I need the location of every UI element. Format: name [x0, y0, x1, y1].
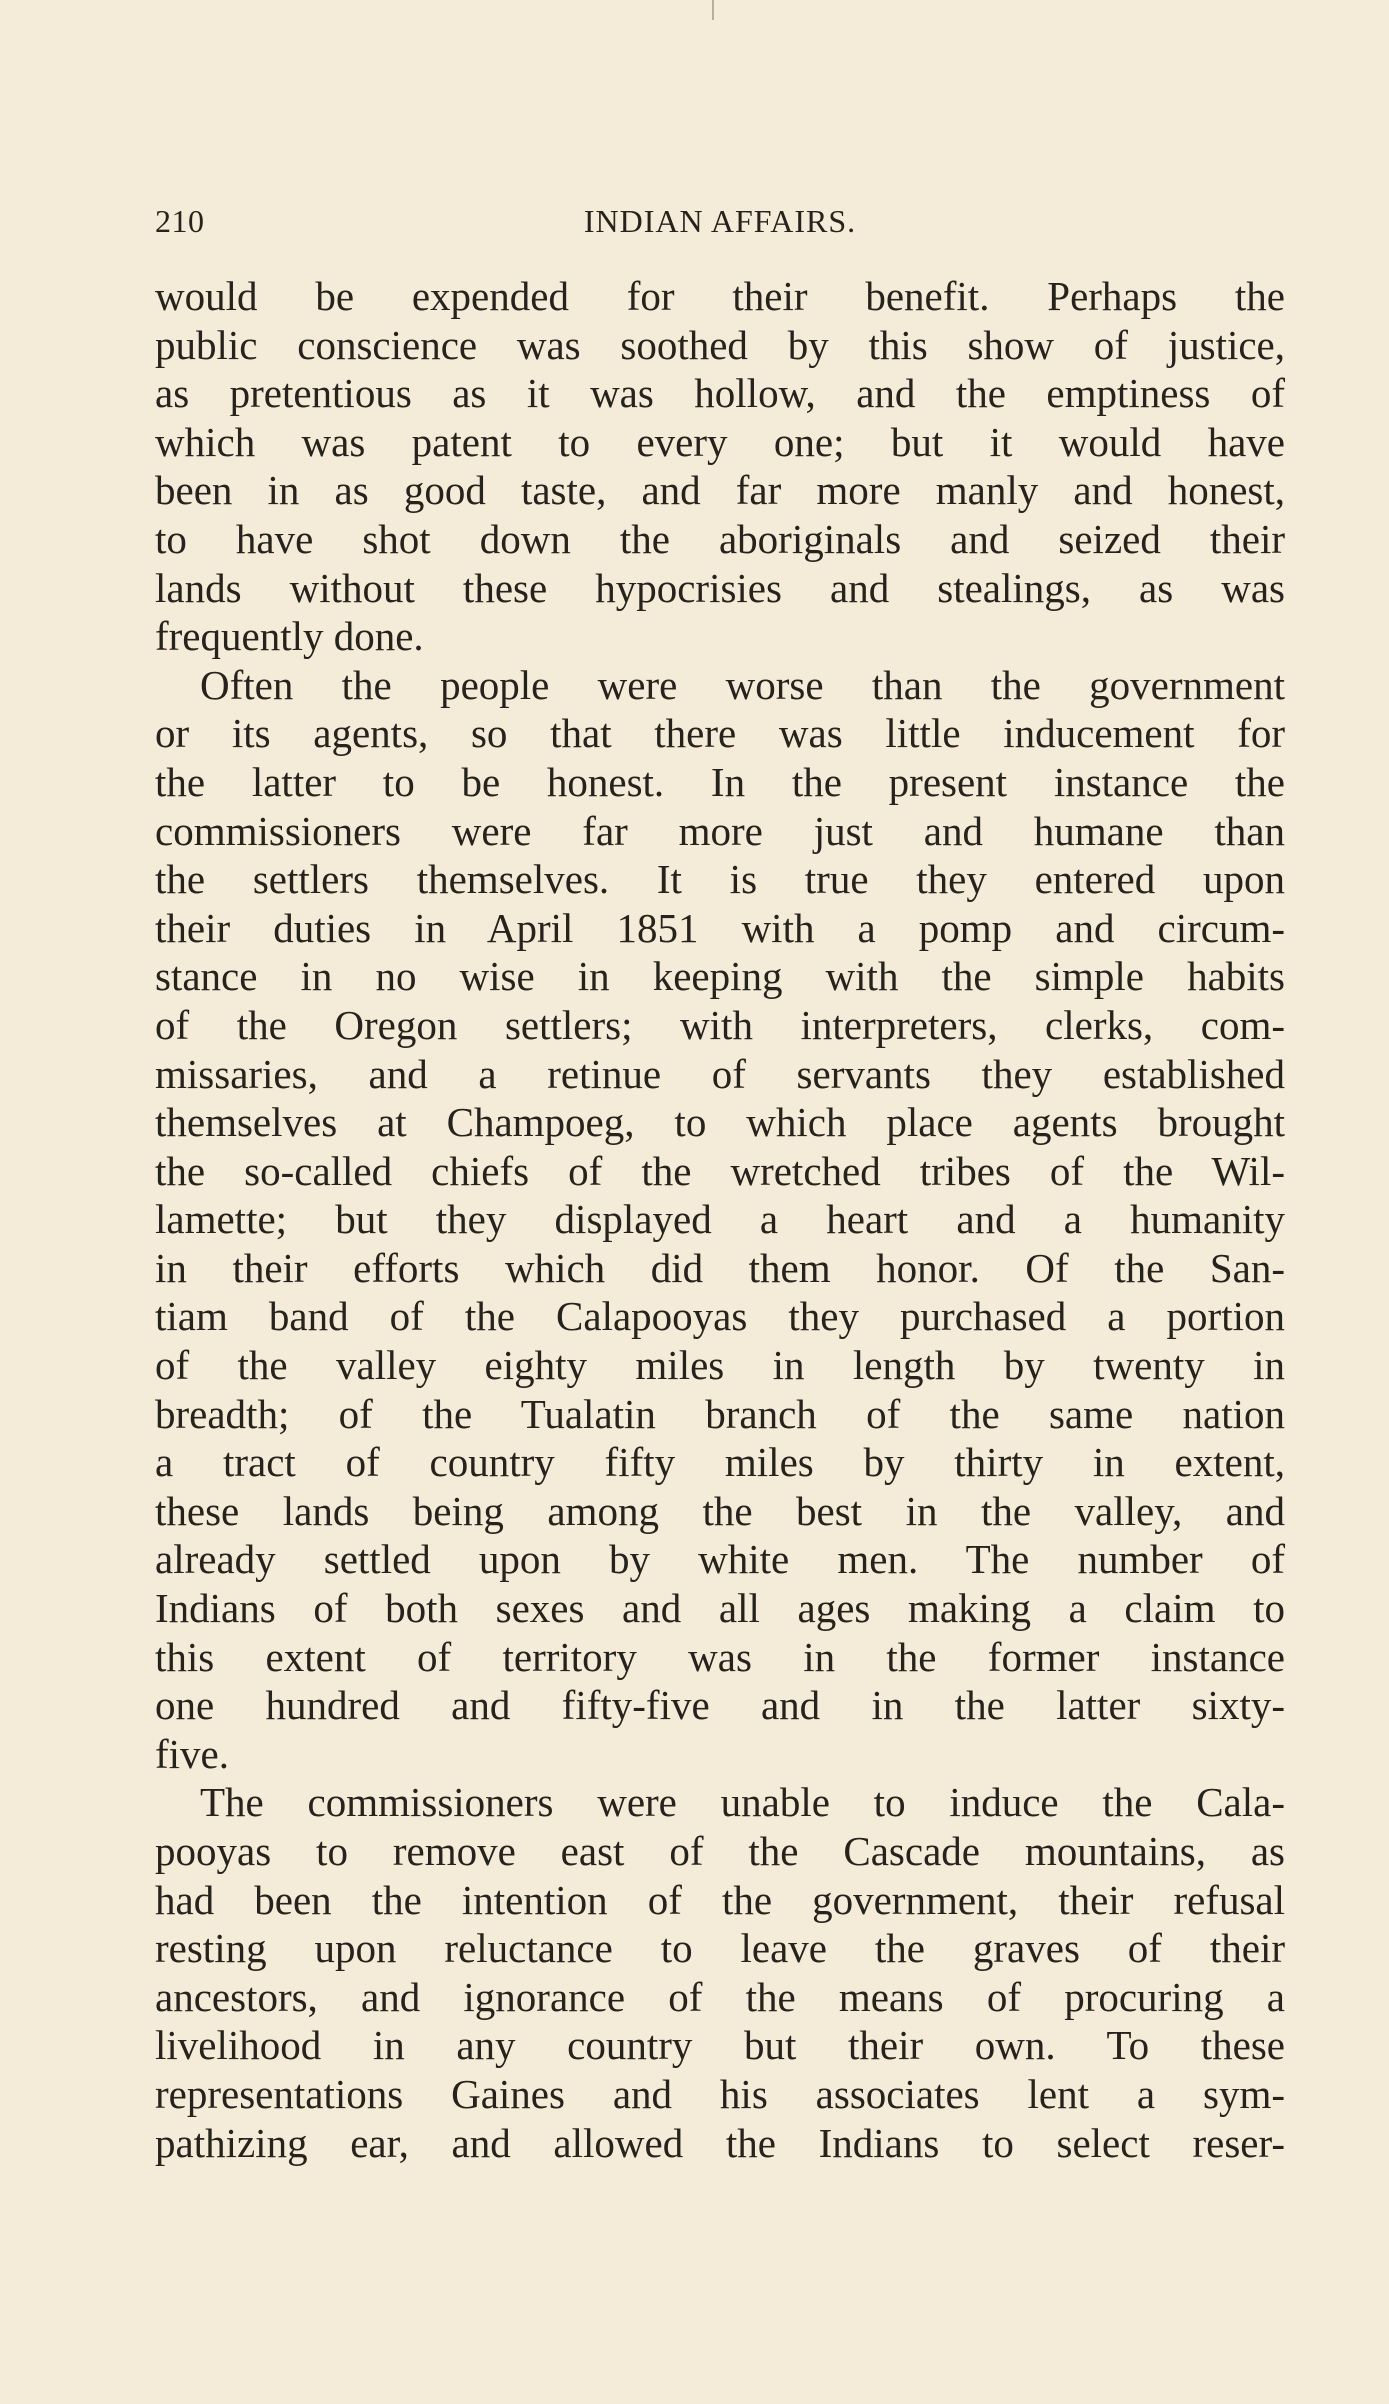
text-line: Often the people were worse than the government	[200, 661, 1285, 708]
text-line: would be expended for their benefit. Perhaps the	[155, 273, 1285, 319]
text-line: in their efforts which did them honor. Of the San-	[155, 1244, 1285, 1291]
text-line: as pretentious as it was hollow, and the emptiness of	[155, 370, 1285, 417]
text-line: which was patent to every one; but it would have	[155, 418, 1285, 465]
text-line: missaries, and a retinue of servants they established	[155, 1050, 1285, 1097]
text-line: frequently done.	[155, 613, 424, 660]
scan-mark	[712, 0, 714, 20]
text-line: lands without these hypocrisies and stealings, as was	[155, 564, 1285, 611]
text-line: this extent of territory was in the former instance	[155, 1633, 1285, 1680]
text-line: the latter to be honest. In the present instance the	[155, 758, 1285, 805]
text-line: had been the intention of the government, their refusal	[155, 1876, 1285, 1923]
text-line: to have shot down the aboriginals and seized their	[155, 515, 1285, 562]
text-line: pathizing ear, and allowed the Indians to select reser-	[155, 2119, 1285, 2166]
running-title: INDIAN AFFAIRS.	[583, 203, 857, 239]
text-line: their duties in April 1851 with a pomp and circum-	[155, 904, 1285, 951]
text-line: already settled upon by white men. The number of	[155, 1536, 1285, 1583]
text-line: been in as good taste, and far more manly and honest,	[155, 467, 1285, 514]
text-line: public conscience was soothed by this show of justice,	[155, 321, 1285, 368]
text-line: five.	[155, 1730, 229, 1777]
text-line: The commissioners were unable to induce the Cala-	[200, 1779, 1285, 1826]
body-text	[155, 272, 1285, 2167]
text-line: of the Oregon settlers; with interpreters, clerks, com-	[155, 1001, 1285, 1048]
text-line: representations Gaines and his associates lent a sym-	[155, 2070, 1285, 2117]
text-line: livelihood in any country but their own. To these	[155, 2022, 1285, 2069]
text-line: or its agents, so that there was little inducement for	[155, 710, 1285, 757]
text-line: breadth; of the Tualatin branch of the same nation	[155, 1390, 1285, 1437]
text-line: these lands being among the best in the valley, and	[155, 1487, 1285, 1534]
page-number: 210	[155, 203, 205, 239]
text-line: themselves at Champoeg, to which place agents brought	[155, 1099, 1285, 1146]
text-line: the settlers themselves. It is true they entered upon	[155, 856, 1285, 903]
text-line: Indians of both sexes and all ages making a claim to	[155, 1585, 1285, 1632]
text-line: tiam band of the Calapooyas they purchased a portion	[155, 1293, 1285, 1340]
text-line: lamette; but they displayed a heart and a humanity	[155, 1196, 1285, 1243]
text-line: the so-called chiefs of the wretched tribes of the Wil-	[155, 1147, 1285, 1194]
text-line: pooyas to remove east of the Cascade mountains, as	[155, 1828, 1285, 1874]
page-header	[155, 203, 1285, 251]
text-line: one hundred and fifty-five and in the latter sixty-	[155, 1682, 1285, 1729]
text-line: resting upon reluctance to leave the graves of their	[155, 1925, 1285, 1972]
text-line: commissioners were far more just and humane than	[155, 807, 1285, 854]
text-line: stance in no wise in keeping with the simple habits	[155, 953, 1285, 1000]
text-line: of the valley eighty miles in length by twenty in	[155, 1342, 1285, 1389]
text-line: ancestors, and ignorance of the means of procuring a	[155, 1973, 1285, 2020]
text-line: a tract of country fifty miles by thirty in extent,	[155, 1439, 1285, 1486]
